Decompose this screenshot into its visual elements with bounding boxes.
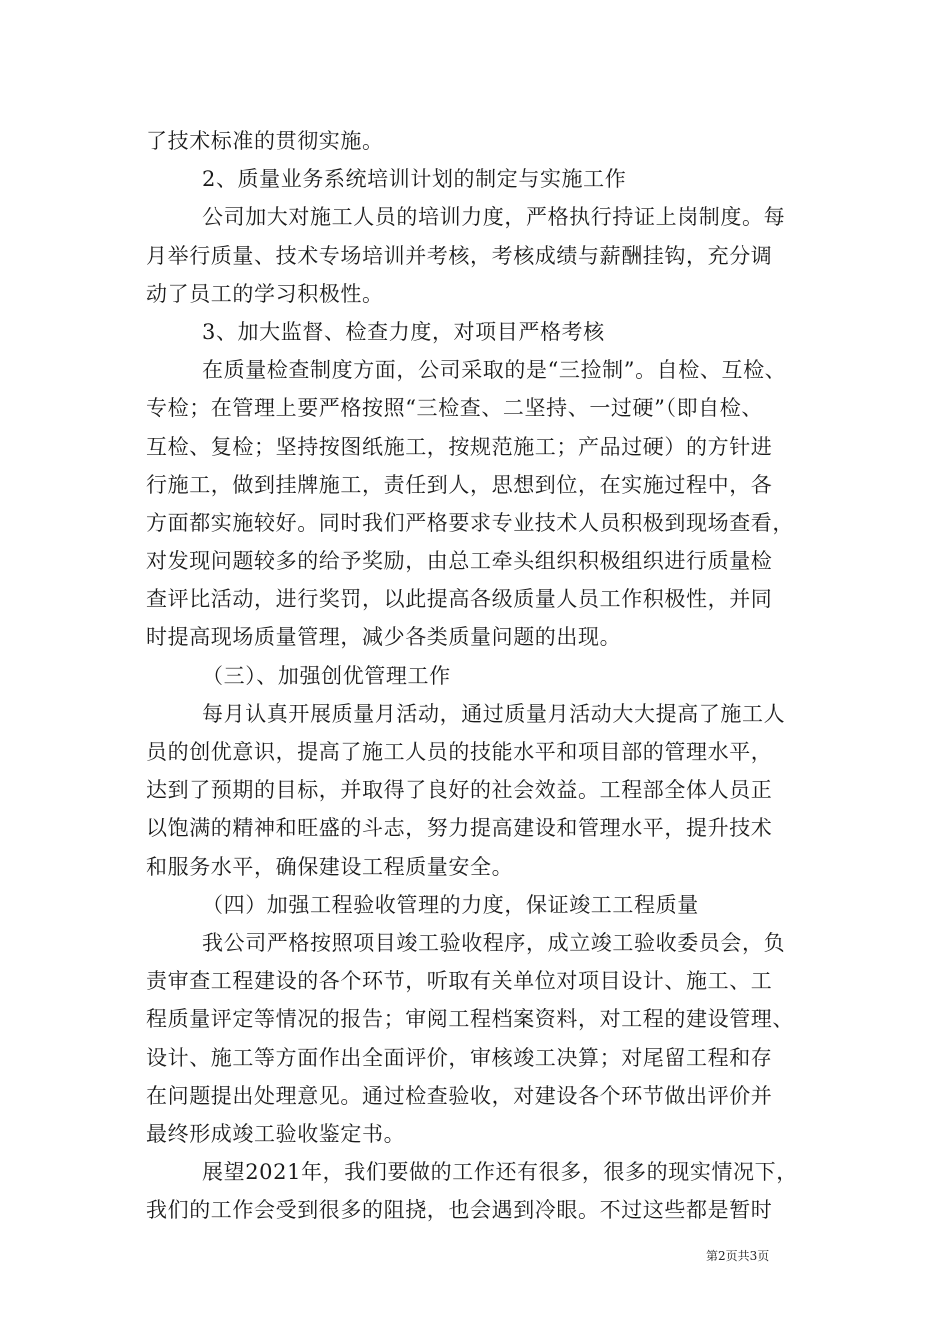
text-line: 互检、复检；坚持按图纸施工，按规范施工；产品过硬）的方针进 xyxy=(146,434,773,459)
text-line: 最终形成竣工验收鉴定书。 xyxy=(146,1121,406,1146)
text-line: 公司加大对施工人员的培训力度，严格执行持证上岗制度。每 xyxy=(202,205,786,230)
text-line: 专检；在管理上要严格按照“三检查、二坚持、一过硬”（即自检、 xyxy=(146,396,763,421)
text-line: 方面都实施较好。同时我们严格要求专业技术人员积极到现场查看， xyxy=(146,510,794,535)
text-line: 行施工，做到挂牌施工，责任到人，思想到位，在实施过程中，各 xyxy=(146,472,773,497)
text-line: 责审查工程建设的各个环节，听取有关单位对项目设计、施工、工 xyxy=(146,969,773,994)
text-line: （三）、加强创优管理工作 xyxy=(202,663,451,688)
text-line: 达到了预期的目标，并取得了良好的社会效益。工程部全体人员正 xyxy=(146,778,773,803)
text-line: 查评比活动，进行奖罚，以此提高各级质量人员工作积极性，并同 xyxy=(146,587,773,612)
text-line: 我们的工作会受到很多的阻挠，也会遇到冷眼。不过这些都是暂时 xyxy=(146,1198,773,1223)
text-line: 在质量检查制度方面，公司采取的是“三捡制”。自检、互检、 xyxy=(202,358,787,383)
text-line: 3、加大监督、检查力度，对项目严格考核 xyxy=(202,319,605,344)
text-line: 对发现问题较多的给予奖励，由总工牵头组织积极组织进行质量检 xyxy=(146,549,773,574)
text-line: 了技术标准的贯彻实施。 xyxy=(146,129,384,153)
text-line: 以饱满的精神和旺盛的斗志，努力提高建设和管理水平，提升技术 xyxy=(146,816,773,841)
text-line: 时提高现场质量管理，减少各类质量问题的出现。 xyxy=(146,625,622,650)
text-line: 月举行质量、技术专场培训并考核，考核成绩与薪酬挂钩，充分调 xyxy=(146,243,773,268)
text-line: 和服务水平，确保建设工程质量安全。 xyxy=(146,854,514,879)
text-line: 员的创优意识，提高了施工人员的技能水平和项目部的管理水平， xyxy=(146,740,773,764)
text-line: 我公司严格按照项目竣工验收程序，成立竣工验收委员会，负 xyxy=(202,930,786,955)
text-line: 设计、施工等方面作出全面评价，审核竣工决算；对尾留工程和存 xyxy=(146,1045,773,1070)
text-line: 程质量评定等情况的报告；审阅工程档案资料，对工程的建设管理、 xyxy=(146,1007,794,1032)
text-line: 在问题提出处理意见。通过检查验收，对建设各个环节做出评价并 xyxy=(146,1083,773,1108)
text-line: 动了员工的学习积极性。 xyxy=(146,281,384,306)
document-body xyxy=(146,122,826,1229)
text-line: 2、质量业务系统培训计划的制定与实施工作 xyxy=(202,167,627,192)
text-line: 每月认真开展质量月活动，通过质量月活动大大提高了施工人 xyxy=(202,701,786,726)
text-line: 展望2021年，我们要做的工作还有很多，很多的现实情况下， xyxy=(202,1160,798,1185)
text-line: （四）加强工程验收管理的力度，保证竣工工程质量 xyxy=(202,892,699,917)
page-number-footer: 第2页共3页 xyxy=(706,1249,770,1263)
